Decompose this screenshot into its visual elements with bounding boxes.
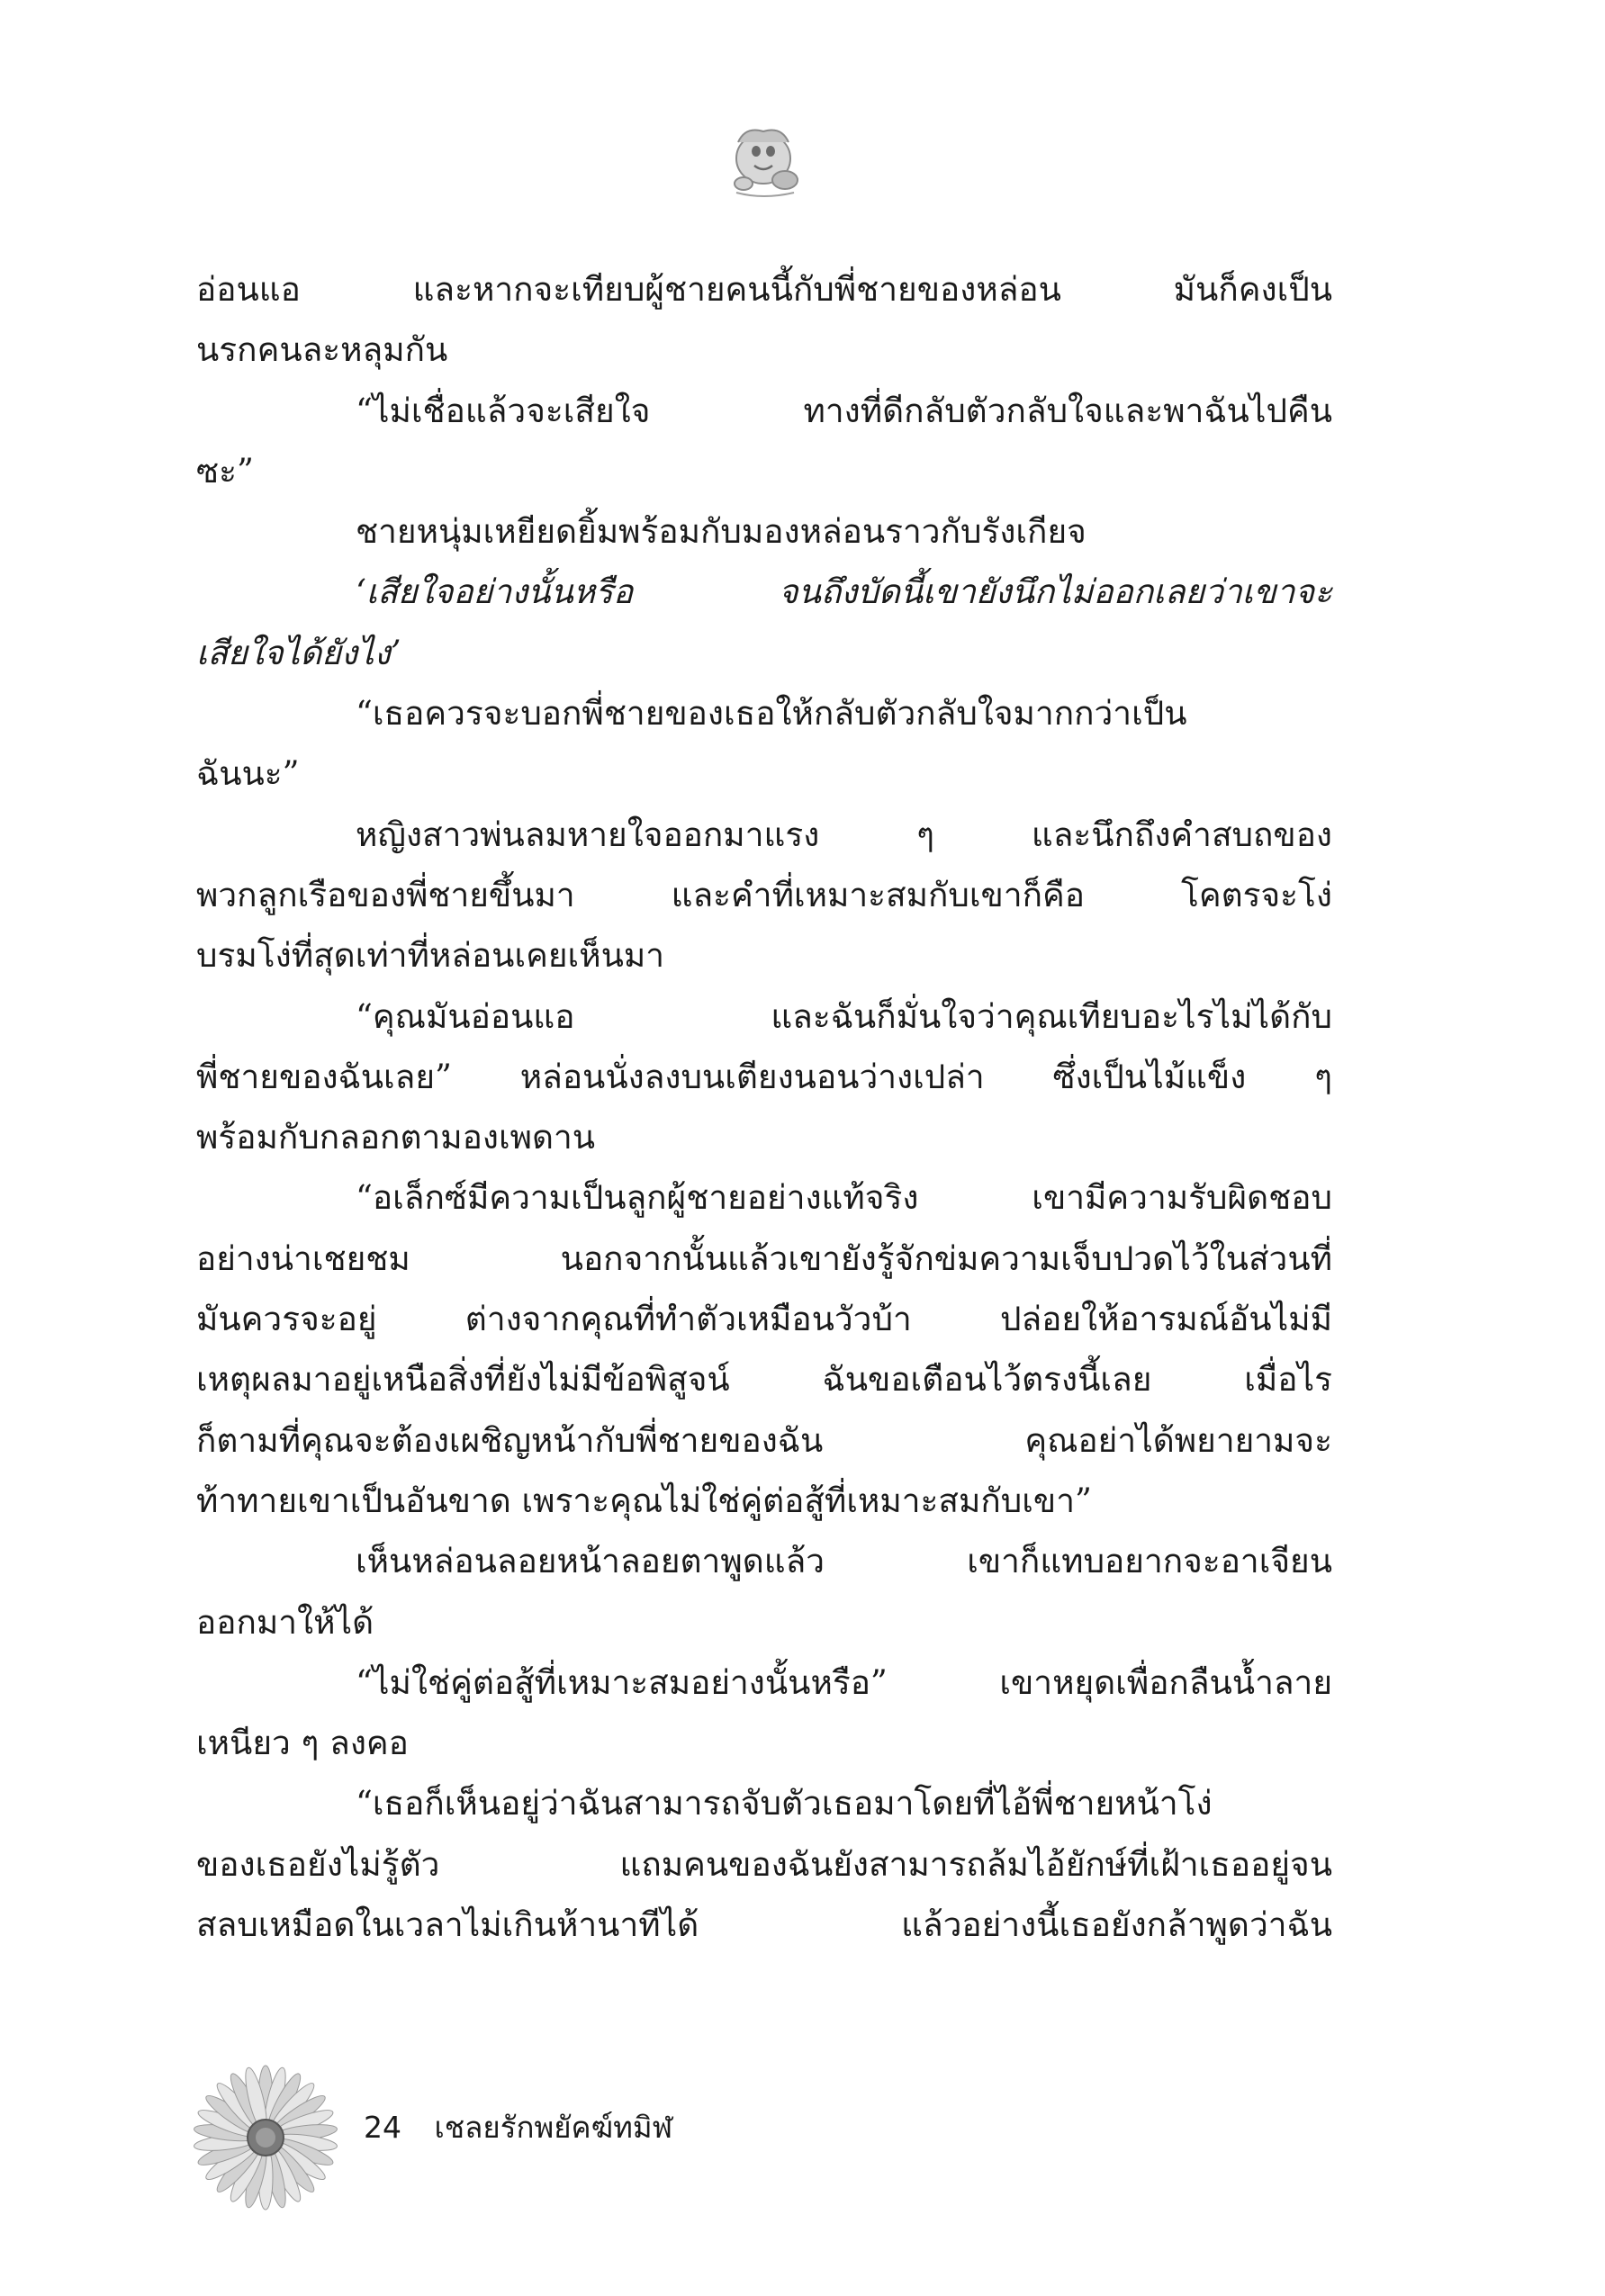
page-footer xyxy=(364,2103,672,2151)
daisy-flower-icon xyxy=(189,2061,342,2214)
text-line: “ไม่เชื่อแล้วจะเสียใจ ทางที่ดีกลับตัวกลับใจและพาฉันไปคืน xyxy=(356,391,1332,430)
page-number: 24 xyxy=(364,2110,401,2145)
text-line: อ่อนแอ และหากจะเทียบผู้ชายคนนี้กับพี่ชายของหล่อน มันก็คงเป็น xyxy=(196,270,1332,309)
text-line: พี่ชายของฉันเลย” หล่อนนั่งลงบนเตียงนอนว่างเปล่า ซึ่งเป็นไม้แข็ง ๆ xyxy=(196,1057,1332,1096)
text-line: “เธอก็เห็นอยู่ว่าฉันสามารถจับตัวเธอมาโดยที่ไอ้พี่ชายหน้าโง่ xyxy=(356,1784,1213,1823)
book-title: เชลยรักพยัคฆ์ทมิฬ xyxy=(434,2110,673,2145)
text-line: มันควรจะอยู่ ต่างจากคุณที่ทำตัวเหมือนวัวบ้า ปล่อยให้อารมณ์อันไม่มี xyxy=(196,1300,1332,1339)
text-line: เสียใจได้ยังไง’ xyxy=(196,633,401,672)
text-line: “เธอควรจะบอกพี่ชายของเธอให้กลับตัวกลับใจมากกว่าเป็น xyxy=(356,694,1187,734)
text-line: อย่างน่าเชยชม นอกจากนั้นแล้วเขายังรู้จักข่มความเจ็บปวดไว้ในส่วนที่ xyxy=(196,1238,1332,1278)
text-line: พวกลูกเรือของพี่ชายขึ้นมา และคำที่เหมาะสมกับเขาก็คือ โคตรจะโง่ xyxy=(196,875,1332,914)
text-line: ฉันนะ” xyxy=(196,754,300,794)
text-line: “อเล็กซ์มีความเป็นลูกผู้ชายอย่างแท้จริง เขามีความรับผิดชอบ xyxy=(356,1178,1332,1218)
text-line: เหนียว ๆ ลงคอ xyxy=(196,1724,409,1763)
text-line: หญิงสาวพ่นลมหายใจออกมาแรง ๆ และนึกถึงคำสบถของ xyxy=(356,815,1332,854)
cartoon-character-icon xyxy=(718,115,812,202)
text-line: ‘เสียใจอย่างนั้นหรือ จนถึงบัดนี้เขายังนึกไม่ออกเลยว่าเขาจะ xyxy=(356,572,1332,612)
text-line: สลบเหมือดในเวลาไม่เกินห้านาทีได้ แล้วอย่างนี้เธอยังกล้าพูดว่าฉัน xyxy=(196,1905,1332,1945)
text-line: ซะ” xyxy=(196,451,254,491)
text-line: เหตุผลมาอยู่เหนือสิ่งที่ยังไม่มีข้อพิสูจน์ ฉันขอเตือนไว้ตรงนี้เลย เมื่อไร xyxy=(196,1360,1332,1400)
text-line: นรกคนละหลุมกัน xyxy=(196,330,448,370)
text-line: ชายหนุ่มเหยียดยิ้มพร้อมกับมองหล่อนราวกับรังเกียจ xyxy=(356,512,1087,552)
body-text xyxy=(196,259,1332,1955)
text-line: ออกมาให้ได้ xyxy=(196,1602,374,1642)
text-line: พร้อมกับกลอกตามองเพดาน xyxy=(196,1118,596,1157)
text-line: ของเธอยังไม่รู้ตัว แถมคนของฉันยังสามารถล้มไอ้ยักษ์ที่เฝ้าเธออยู่จน xyxy=(196,1844,1332,1884)
text-line: “ไม่ใช่คู่ต่อสู้ที่เหมาะสมอย่างนั้นหรือ” เขาหยุดเพื่อกลืนน้ำลาย xyxy=(356,1662,1332,1702)
text-line: “คุณมันอ่อนแอ และฉันก็มั่นใจว่าคุณเทียบอะไรไม่ได้กับ xyxy=(356,996,1332,1036)
text-line: เห็นหล่อนลอยหน้าลอยตาพูดแล้ว เขาก็แทบอยากจะอาเจียน xyxy=(356,1542,1332,1581)
text-line: บรมโง่ที่สุดเท่าที่หล่อนเคยเห็นมา xyxy=(196,936,665,976)
text-line: ท้าทายเขาเป็นอันขาด เพราะคุณไม่ใช่คู่ต่อสู้ที่เหมาะสมกับเขา” xyxy=(196,1481,1092,1520)
text-line: ก็ตามที่คุณจะต้องเผชิญหน้ากับพี่ชายของฉัน คุณอย่าได้พยายามจะ xyxy=(196,1420,1332,1460)
